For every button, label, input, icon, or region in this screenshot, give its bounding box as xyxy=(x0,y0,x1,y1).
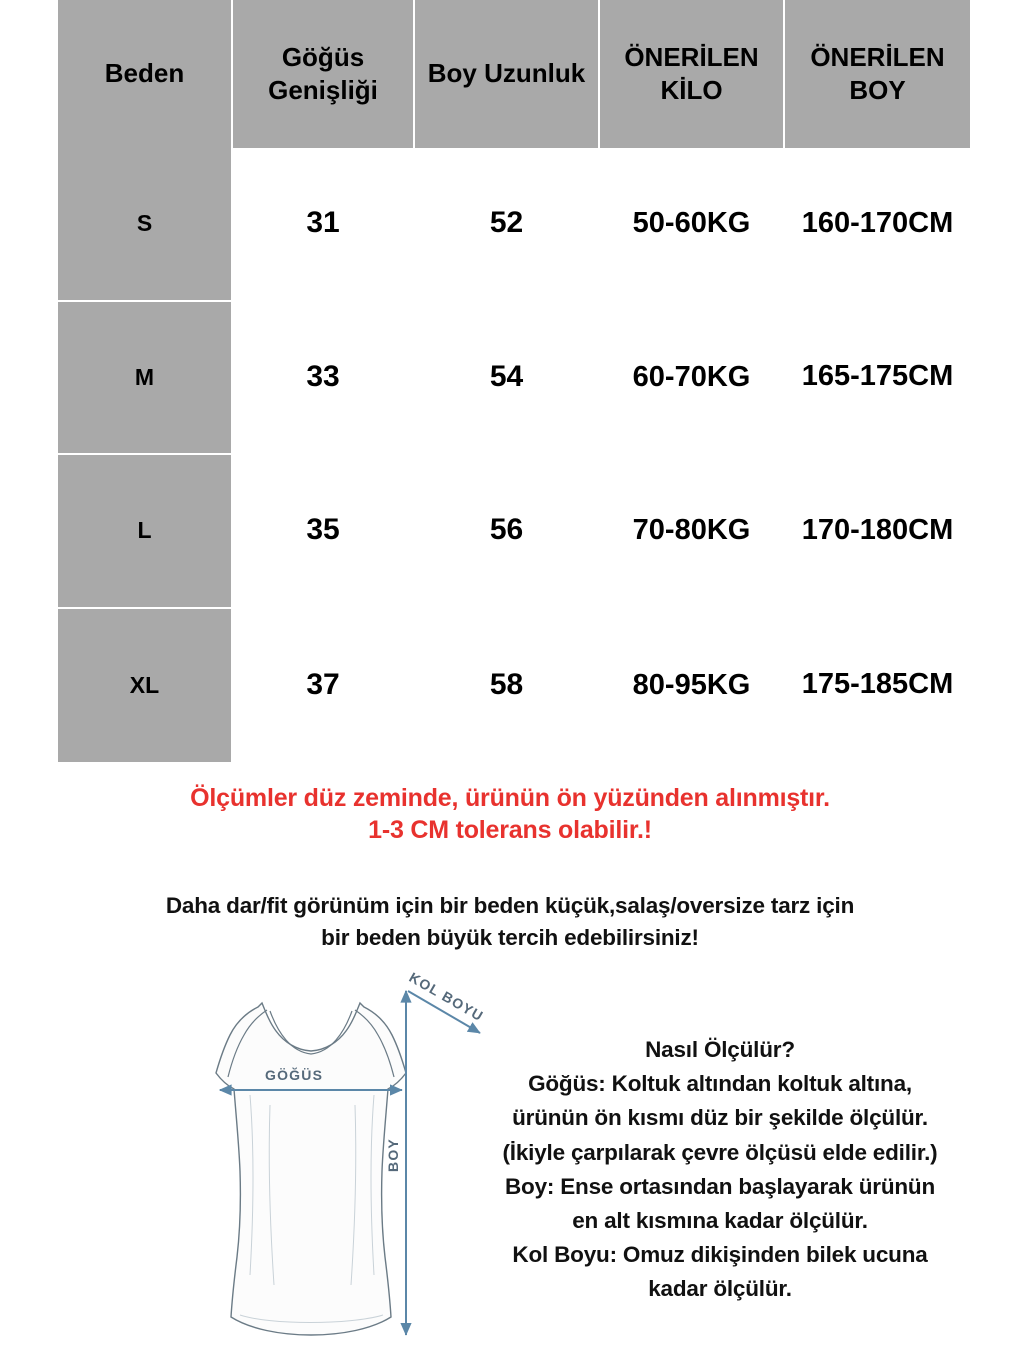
cell-size: L xyxy=(58,455,233,609)
chest-arrow-label: GÖĞÜS xyxy=(265,1067,324,1083)
column-header-onerilen-boy: ÖNERİLEN BOY xyxy=(785,0,970,148)
table-row xyxy=(58,148,970,302)
howto-line-3: (İkiyle çarpılarak çevre ölçüsü elde edilir.) xyxy=(502,1139,938,1165)
cell-body-length: 58 xyxy=(415,609,600,763)
howto-line-1: Göğüs: Koltuk altından koltuk altına, xyxy=(528,1071,912,1097)
cell-chest-width: 33 xyxy=(233,302,415,456)
cell-chest-width: 37 xyxy=(233,609,415,763)
length-arrow-label: BOY xyxy=(385,1138,401,1172)
cell-chest-width: 35 xyxy=(233,455,415,609)
howto-line-2: ürünün ön kısmı düz bir şekilde ölçülür. xyxy=(512,1105,928,1131)
column-header-boy-uzunluk: Boy Uzunluk xyxy=(415,0,600,148)
tank-top-diagram-svg xyxy=(150,955,490,1355)
howto-line-4: Boy: Ense ortasından başlayarak ürünün xyxy=(504,1173,936,1199)
measurement-guide-section xyxy=(0,955,1020,1360)
cell-weight: 70-80KG xyxy=(600,455,785,609)
fit-advice-line-2: bir beden büyük tercih edebilirsiniz! xyxy=(321,924,699,950)
measurement-disclaimer xyxy=(0,782,1020,846)
howto-line-5: en alt kısmına kadar ölçülür. xyxy=(572,1207,868,1233)
cell-weight: 80-95KG xyxy=(600,609,785,763)
table-row xyxy=(58,455,970,609)
size-chart-table-container xyxy=(58,0,970,762)
howto-title: Nasıl Ölçülür? xyxy=(645,1037,795,1062)
column-header-gogus-genisligi: Göğüs Genişliği xyxy=(233,0,415,148)
cell-height: 160-170CM xyxy=(785,148,970,302)
table-row xyxy=(58,302,970,456)
cell-body-length: 54 xyxy=(415,302,600,456)
size-chart-table xyxy=(58,0,970,762)
table-row xyxy=(58,609,970,763)
disclaimer-line-1: Ölçümler düz zeminde, ürünün ön yüzünden alınmıştır. xyxy=(190,784,830,812)
how-to-measure-text xyxy=(440,1033,1000,1307)
cell-height: 175-185CM xyxy=(785,609,970,763)
cell-height: 170-180CM xyxy=(785,455,970,609)
tank-top-outline xyxy=(216,1003,406,1335)
cell-weight: 60-70KG xyxy=(600,302,785,456)
disclaimer-line-2: 1-3 CM tolerans olabilir.! xyxy=(368,816,652,844)
fit-advice-note xyxy=(0,890,1020,954)
cell-body-length: 56 xyxy=(415,455,600,609)
garment-measurement-diagram xyxy=(150,955,490,1355)
cell-body-length: 52 xyxy=(415,148,600,302)
cell-chest-width: 31 xyxy=(233,148,415,302)
cell-size: M xyxy=(58,302,233,456)
howto-line-6: Kol Boyu: Omuz dikişinden bilek ucuna xyxy=(512,1242,928,1268)
column-header-onerilen-kilo: ÖNERİLEN KİLO xyxy=(600,0,785,148)
table-header-row xyxy=(58,0,970,148)
sleeve-arrow-label: KOL BOYU xyxy=(406,968,487,1025)
cell-weight: 50-60KG xyxy=(600,148,785,302)
fit-advice-line-1: Daha dar/fit görünüm için bir beden küçük,salaş/oversize tarz için xyxy=(165,893,855,918)
howto-line-7: kadar ölçülür. xyxy=(648,1276,792,1302)
cell-height: 165-175CM xyxy=(785,302,970,456)
cell-size: S xyxy=(58,148,233,302)
sleeve-measurement-arrow xyxy=(406,969,486,1033)
column-header-beden: Beden xyxy=(58,0,233,148)
table-body xyxy=(58,148,970,762)
cell-size: XL xyxy=(58,609,233,763)
table-header-row-group xyxy=(58,0,970,148)
